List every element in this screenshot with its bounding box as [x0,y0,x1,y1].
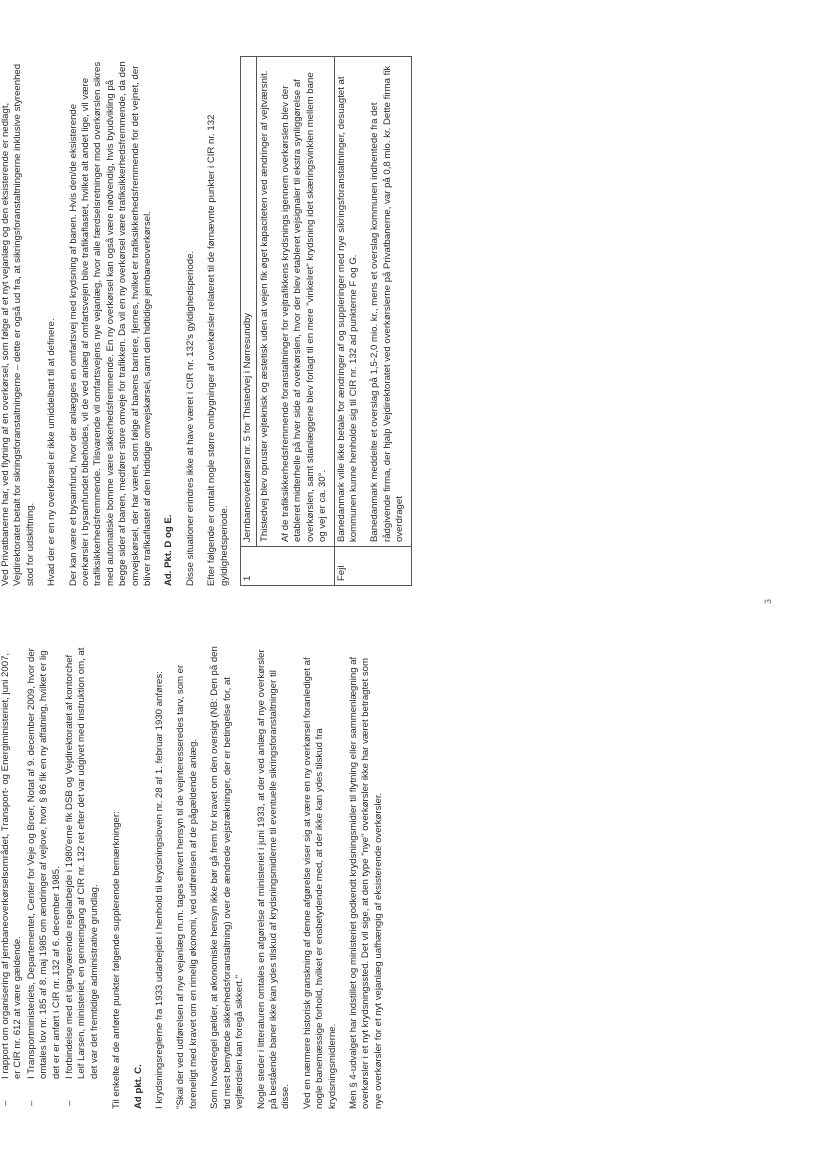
paragraph: Ved en nærmere historisk granskning af denne afgørelse viser sig at være en ny overkørsel foranlediget af nogle banemæssige forhold, hvilket er ensbetydende med, at der ikke kan ydes tilskud fra krydsningsmidlerne. [301,657,338,1109]
section-heading-d-e: Ad. Pkt. D og E. [163,514,175,586]
row-content [241,57,334,547]
row-content [334,57,411,547]
paragraph: I krydsningsreglerne fra 1933 udarbejdet i henhold til krydsningsloven nr. 28 af 1. februar 1930 anføres: [154,671,166,1109]
paragraph: Men § 4-udvalget har indstillet og ministeriet godkendt krydsningsmidler til flytning eller sammenlægning af overkørsler i et nyt krydsningssted. Det vil sige, at den type "nye" overkørsler ikke har været betragtet som nye overkørsler for et nyt vejanlæg uafhængig af eksisterende overkørsler. [347,656,384,1109]
row-title: Jernbaneoverkørsel nr. 5 for Thistedvej i Nørresundby [242,57,256,546]
dash-bullet: – [25,1100,37,1106]
page-number: 3 [763,598,773,604]
row-paragraph: Banedanmark ville ikke betale for ændringer af og suppleringer med nye sikringsforanstaltninger, desuagtet at kommunen kunne henholde sig til CIR nr. 132 ad punkterne F og G. [335,76,359,542]
paragraph: Nogle steder i litteraturen omtales en afgørelse af ministeriet i juni 1933, at der ved anlæg af nye overkørsler på bestående baner ikke kan ydes tilskud af krydsningsmidlerne til eventuelle sikringsforanstaltninger til disse. [255,649,292,1109]
intro-paragraph: Til enkelte af de anførte punkter følgende supplerende bemærkninger: [111,811,123,1109]
paragraph: Efter følgende er omtalt nogle større ombygninger af overkørsler relateret til de førnævnte punkter i CIR nr. 132 gyldighedsperiode. [206,114,230,586]
dash-bullet: – [0,1100,11,1106]
list-item: – I rapport om organisering af jernbaneoverkørselsområdet, Transport- og Energiministeriet, juni 2007, er CIR nr. 612 at være gældende. [0,652,24,1106]
row-number: 1 [241,547,334,586]
paragraph: Disse situationer erindres ikke at have været i CIR nr. 132's gyldighedsperiode. [184,250,196,586]
paragraph: Hvad der er en ny overkørsel er ikke umiddelbart til at definere. [46,318,58,586]
list-item: – I forbindelse med et igangværende regelarbejde i 1980'erne fik DSB og Vejdirektoratet af kontorchef Leif Larsen, ministeriet, en gennemgang af CIR nr. 132 ret efter det var udgivet med instruktion om, at det var det fremtidige administrative grundlag. [64,647,100,1106]
table-row [334,57,411,586]
quote-paragraph: "Skal der ved udførelsen af nye vejanlæg m.m. tages ethvert hensyn til de vejinteresseredes tarv, som er foreneligt med kravet om en rimelig økonomi, ved udførelsen af de pågældende anlæg. [175,664,199,1109]
row-number: Fejl [334,547,411,586]
reference-list [0,644,101,1109]
section-heading-c: Ad pkt. C. [132,1064,144,1109]
list-item: – I Transportministeriets, Departementet, Center for Veje og Broer, Notat af 9. december 2009, hvor der omtales lov nr. 185 af 8. maj 1985 om ændringer af vejlove, hvor § 86 fik en ny affatning, hvilket er lig det er er anført i CIR nr. 132 af 6. december 1985. [25,648,62,1106]
quote-paragraph: Som hovedregel gælder, at økonomiske hensyn ikke bør gå frem for kravet om den oversigt (NB: Den på den tid mest benyttede sikkerhedsforanstaltning) over de ændrede vejstrækninger, der er betingelse for, at vejfærdslen kan foregå sikkert." [209,646,246,1109]
right-page [0,56,828,586]
table-row [241,57,334,586]
overkorsel-table [240,56,411,586]
left-page [0,598,828,1109]
dash-bullet: – [64,1100,76,1106]
row-paragraph: Banedanmark meddelte et overslag på 1,5-2,0 mio. kr., mens et overslag kommunen indhentede fra det rådgivende firma, der hjalp Vejdirektoratet ved overkørslerne på Privatbanerne, var på 0,8 mio. kr. Dette firma fik overdraget [369,65,406,542]
paragraph: Ved Privatbanerne har, ved flytning af en overkørsel, som følge af et nyt vejanlæg og den eksisterende er nedlagt, Vejdirektoratet betalt for sikringsforanstaltningerne – dette er også ud fra, at sikringsforanstaltningerne inklusive styreenhed stod for udskiftning. [0,63,36,586]
paragraph: Der kan være et bysamfund, hvor der anlægges en omfartsvej med krydsning af banen. Hvis den/de eksisterende overkørsler i bysamfundet bibeholdes, vil de ved anlæg af omfartsvejen blive trafikaflastet, hvilket alt andet lige, vil være trafiksikkerhedsfremmende. Tilsvarende vil omfartsvejens nye vejanlæg, hvor alle færdselsretninger mod overkørslen sikres med automatiske bomme være sikkerhedsfremmende. En ny overkørsel kan også være nødvendig, hvis byudvikling på begge sider af banen, medfører store omveje for trafikken. Da vil en ny overkørsel være trafiksikkerhedsfremmende, da den omvejskørsel, der har været, som følge af banens barriere, fjernes, hvilket er trafiksikkerhedsfremmende for det vejnet, der bliver trafikaflastet af den hidtidige omvejskørsel, samt den hidtidige jernbaneoverkørsel. [67,61,154,586]
row-paragraph: Af de trafiksikkerhedsfremmende foranstaltninger for vejtrafikkens krydsnings igennem overkørslen blev der etableret midterhelle på hver side af overkørslen, hvor der blev etableret vejsignaler til ekstra synliggørelse af overkørslen, samt stianlæggene blev forlagt til en mere "vinkelret" krydsning idet skæringsvinklen mellem bane og vej er ca. 30°. [279,72,329,542]
row-paragraph: Thistedvej blev opruster vejteknisk og æstetisk uden at vejen fik øget kapaciteten ved ændringer af vejtværsnit. [258,70,270,542]
